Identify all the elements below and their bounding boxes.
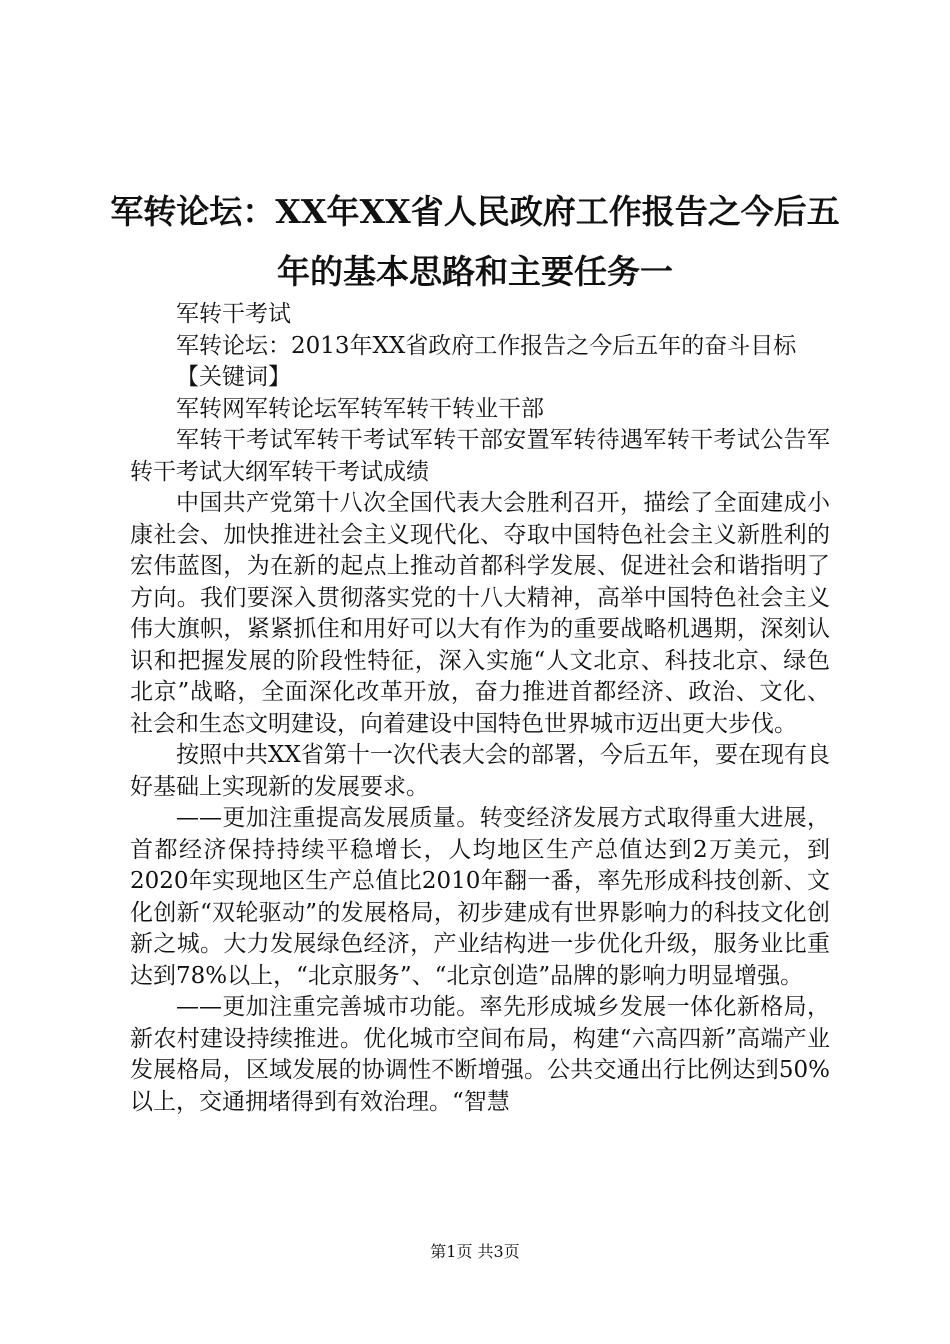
paragraph: 中国共产党第十八次全国代表大会胜利召开，描绘了全面建成小康社会、加快推进社会主义现代化、夺取中国特色社会主义新胜利的宏伟蓝图，为在新的起点上推动首都科学发展、促进社会和谐指明了方向。我们要深入贯彻落实党的十八大精神，高举中国特色社会主义伟大旗帜，紧紧抓住和用好可以大有作为的重要战略机遇期，深刻认识和把握发展的阶段性特征，深入实施“人文北京、科技北京、绿色北京”战略，全面深化改革开放，奋力推进首都经济、政治、文化、社会和生态文明建设，向着建设中国特色世界城市迈出更大步伐。 — [130, 490, 830, 737]
paragraph: ——更加注重完善城市功能。率先形成城乡发展一体化新格局，新农村建设持续推进。优化城市空间布局，构建“六高四新”高端产业发展格局，区域发展的协调性不断增强。公共交通出行比例达到50%以上，交通拥堵得到有效治理。“智慧 — [130, 994, 830, 1115]
paragraph: ——更加注重提高发展质量。转变经济发展方式取得重大进展，首都经济保持持续平稳增长，人均地区生产总值达到2万美元，到2020年实现地区生产总值比2010年翻一番，率先形成科技创新、文化创新“双轮驱动”的发展格局，初步建成有世界影响力的科技文化创新之城。大力发展绿色经济，产业结构进一步优化升级，服务业比重达到78%以上，“北京服务”、“北京创造”品牌的影响力明显增强。 — [130, 805, 830, 989]
paragraph: 军转干考试 — [176, 301, 291, 327]
document-body — [130, 299, 830, 1118]
paragraph: 【关键词】 — [176, 364, 291, 390]
paragraph: 按照中共XX省第十一次代表大会的部署，今后五年，要在现有良好基础上实现新的发展要求。 — [130, 742, 830, 800]
paragraph: 军转干考试军转干考试军转干部安置军转待遇军转干考试公告军转干考试大纲军转干考试成绩 — [130, 427, 830, 485]
paragraph: 军转论坛：2013年XX省政府工作报告之今后五年的奋斗目标 — [176, 332, 797, 359]
page-number-footer: 第1页 共3页 — [430, 1242, 520, 1261]
document-title: 军转论坛：XX年XX省人民政府工作报告之今后五年的基本思路和主要任务一 — [110, 192, 840, 291]
paragraph: 军转网军转论坛军转军转干转业干部 — [176, 395, 544, 422]
